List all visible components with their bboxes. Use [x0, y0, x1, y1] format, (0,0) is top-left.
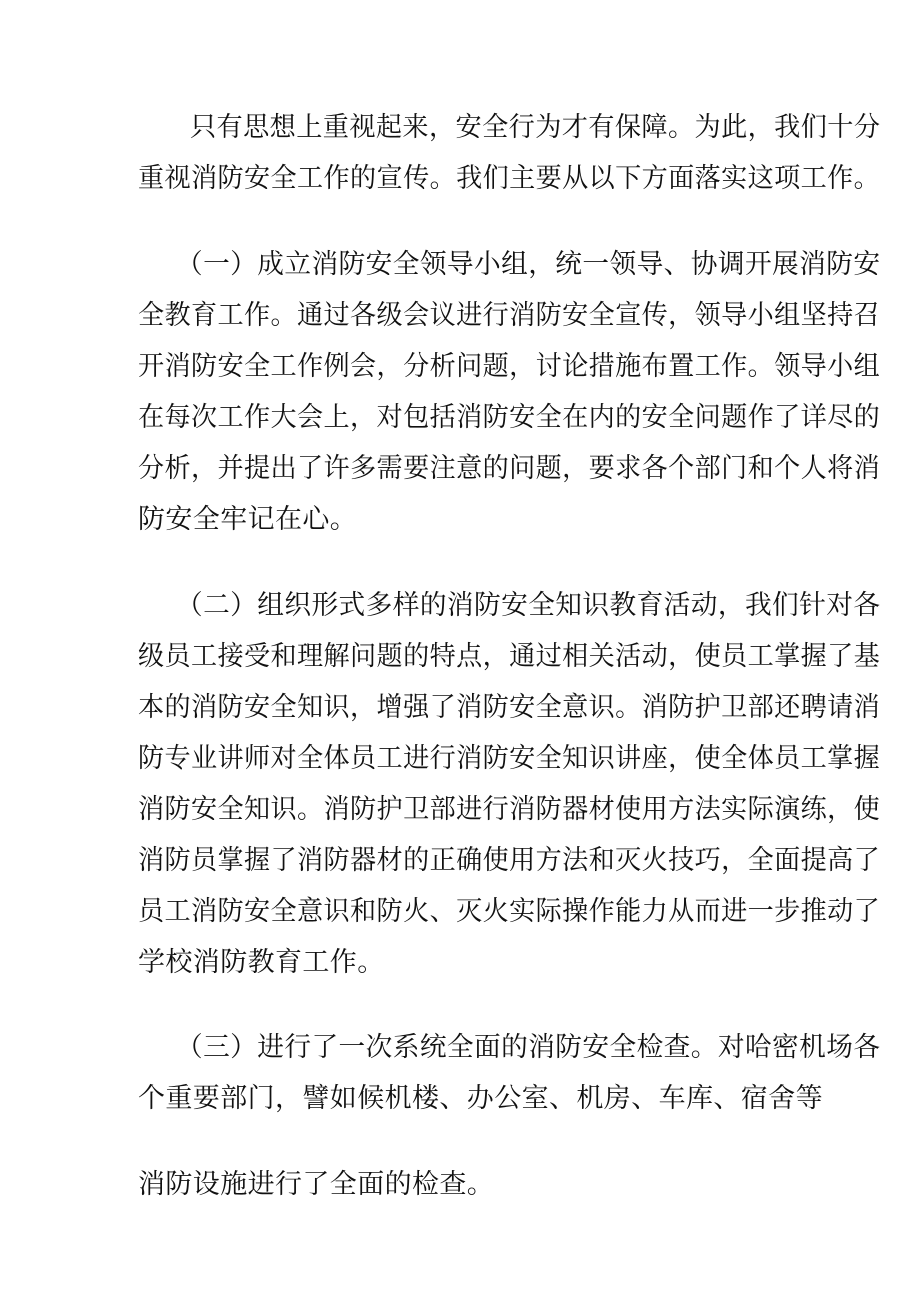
text-line: 级员工接受和理解问题的特点，通过相关活动，使员工掌握了基 — [138, 641, 881, 672]
text-line: 分析，并提出了许多需要注意的问题，要求各个部门和个人将消 — [138, 453, 881, 484]
text-line: 防专业讲师对全体员工进行消防安全知识讲座，使全体员工掌握 — [138, 743, 881, 774]
text-line: （二）组织形式多样的消防安全知识教育活动，我们针对各 — [176, 590, 881, 621]
text-line: 重视消防安全工作的宣传。我们主要从以下方面落实这项工作。 — [138, 163, 881, 194]
text-line: 学校消防教育工作。 — [138, 947, 385, 978]
text-line: 只有思想上重视起来，安全行为才有保障。为此，我们十分 — [190, 112, 881, 143]
text-line: 防安全牢记在心。 — [138, 504, 358, 535]
text-line: 消防安全知识。消防护卫部进行消防器材使用方法实际演练，使 — [138, 794, 881, 825]
text-line: 全教育工作。通过各级会议进行消防安全宣传，领导小组坚持召 — [138, 300, 881, 331]
text-line: 消防设施进行了全面的检查。 — [138, 1169, 495, 1200]
text-line: 个重要部门，譬如候机楼、办公室、机房、车库、宿舍等 — [138, 1083, 823, 1114]
text-line: 在每次工作大会上，对包括消防安全在内的安全问题作了详尽的 — [138, 402, 881, 433]
text-line: 消防员掌握了消防器材的正确使用方法和灭火技巧，全面提高了 — [138, 845, 881, 876]
text-line: 开消防安全工作例会，分析问题，讨论措施布置工作。领导小组 — [138, 351, 881, 382]
text-line: 员工消防安全意识和防火、灭火实际操作能力从而进一步推动了 — [138, 896, 881, 927]
text-line: （三）进行了一次系统全面的消防安全检查。对哈密机场各 — [176, 1032, 881, 1063]
text-line: 本的消防安全知识，增强了消防安全意识。消防护卫部还聘请消 — [138, 692, 881, 723]
text-line: （一）成立消防安全领导小组，统一领导、协调开展消防安 — [176, 249, 881, 280]
